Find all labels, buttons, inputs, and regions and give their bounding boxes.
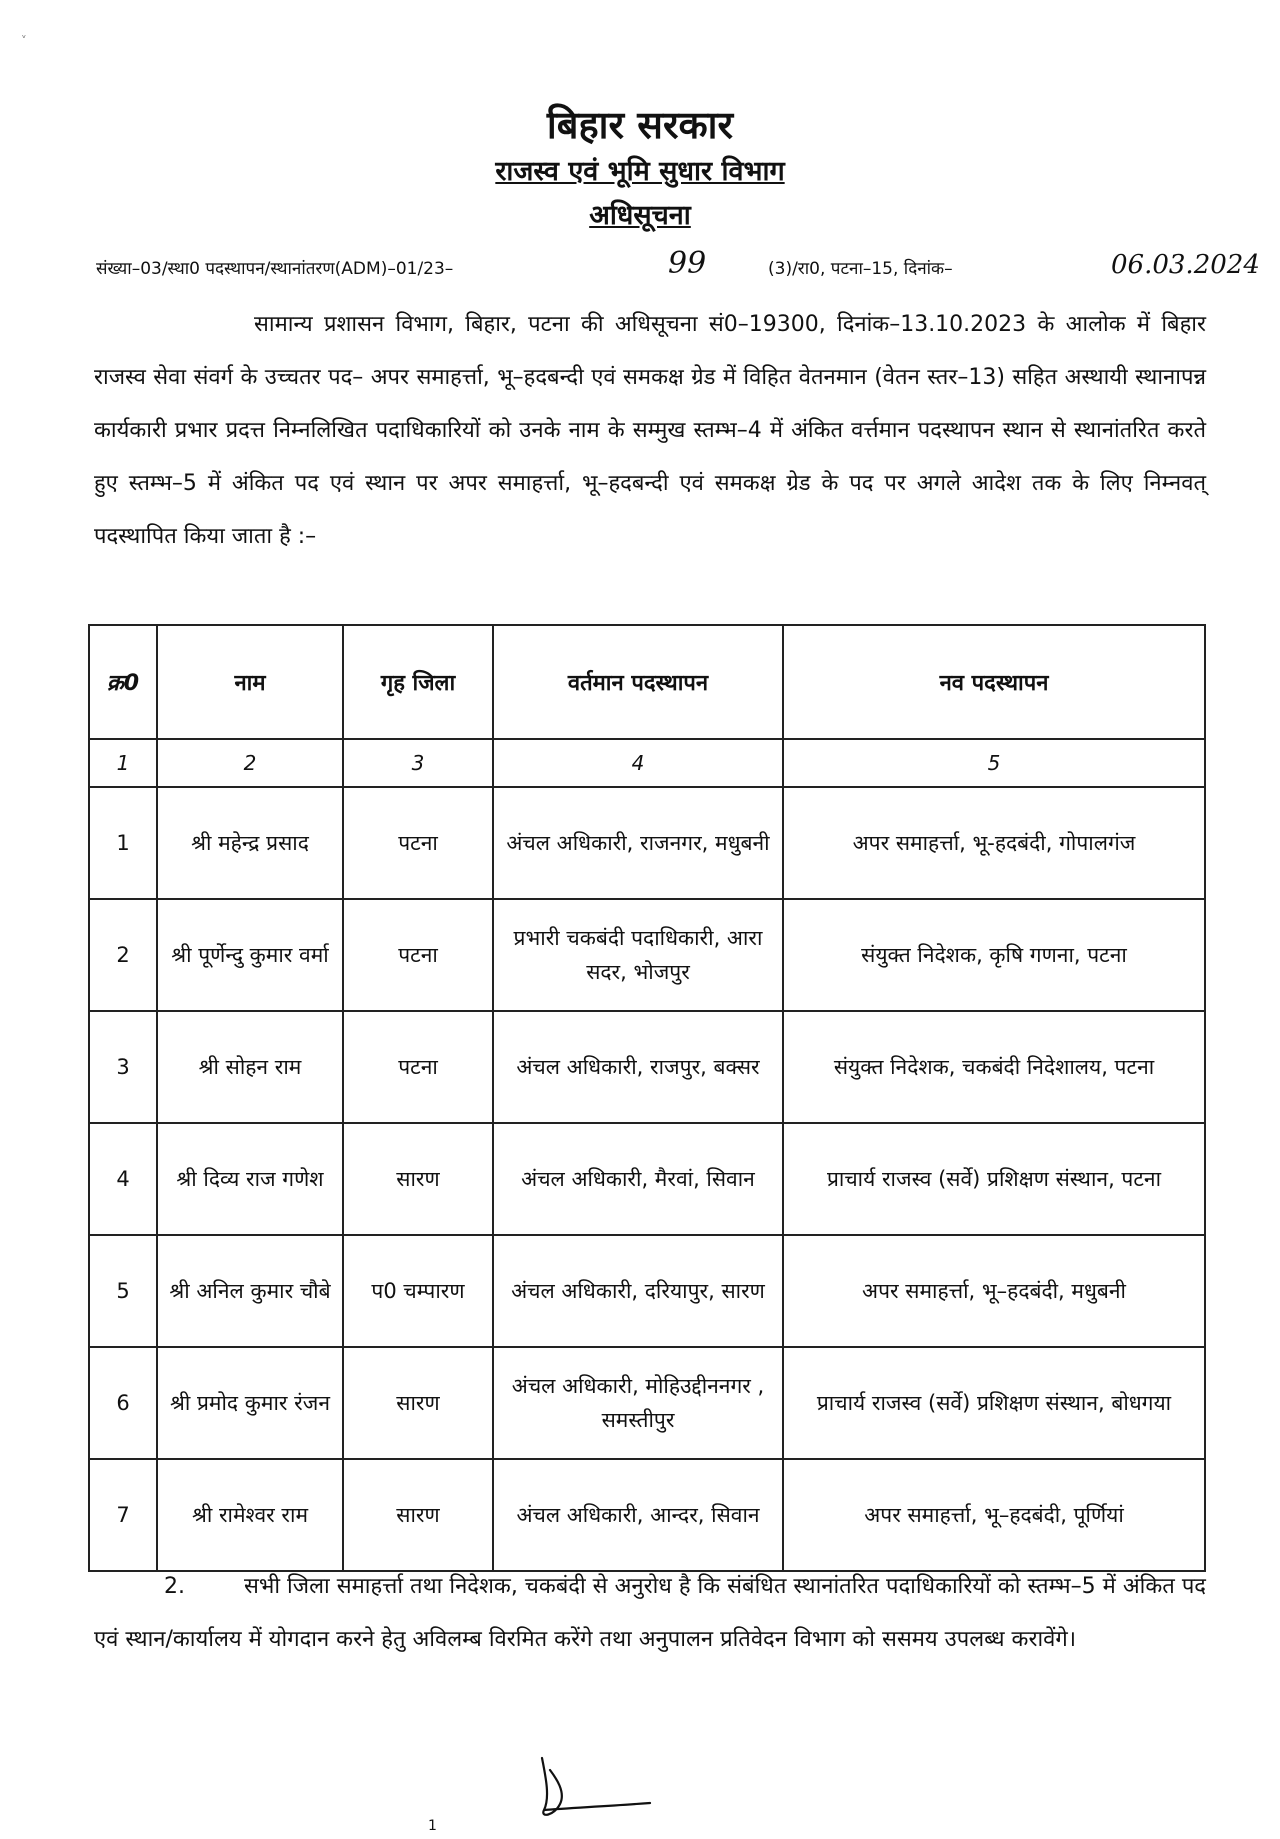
cell-name: श्री महेन्द्र प्रसाद xyxy=(157,787,343,899)
cell-current-posting: अंचल अधिकारी, मोहिउद्दीननगर , समस्तीपुर xyxy=(493,1347,783,1459)
header-serial: क्र0 xyxy=(89,625,157,739)
cell-current-posting: अंचल अधिकारी, दरियापुर, सारण xyxy=(493,1235,783,1347)
page-number: 1 xyxy=(428,1818,437,1834)
posting-table xyxy=(88,624,1206,1572)
document-header xyxy=(0,100,1280,238)
table-row xyxy=(89,899,1205,1011)
cell-serial: 1 xyxy=(89,787,157,899)
cell-new-posting: संयुक्त निदेशक, कृषि गणना, पटना xyxy=(783,899,1205,1011)
cell-current-posting: अंचल अधिकारी, राजनगर, मधुबनी xyxy=(493,787,783,899)
reference-line xyxy=(96,246,1260,281)
table-row xyxy=(89,1347,1205,1459)
cell-home-district: पटना xyxy=(343,1011,493,1123)
paragraph-2 xyxy=(94,1560,1206,1666)
cell-home-district: सारण xyxy=(343,1459,493,1571)
cell-serial: 3 xyxy=(89,1011,157,1123)
column-number: 3 xyxy=(343,739,493,787)
cell-home-district: पटना xyxy=(343,787,493,899)
department-title: राजस्व एवं भूमि सुधार विभाग xyxy=(495,156,785,187)
paragraph-1 xyxy=(94,298,1206,563)
cell-name: श्री सोहन राम xyxy=(157,1011,343,1123)
cell-name: श्री प्रमोद कुमार रंजन xyxy=(157,1347,343,1459)
government-title: बिहार सरकार xyxy=(546,103,734,147)
cell-serial: 5 xyxy=(89,1235,157,1347)
reference-prefix: संख्या–03/स्था0 पदस्थापन/स्थानांतरण(ADM)–01/23– xyxy=(96,259,454,279)
paragraph-1-body: के आलोक में बिहार राजस्व सेवा संवर्ग के उच्चतर पद– अपर समाहर्त्ता, भू–हदबन्दी एवं समकक्ष ग्रेड में विहित वेतनमान (वेतन स्तर–13) सहित अस्थायी स्थानापन्न कार्यकारी प्रभार प्रदत्त निम्नलिखित पदाधिकारियों को उनके नाम के सम्मुख स्तम्भ–4 में अंकित वर्त्तमान पदस्थापन स्थान से स्थानांतरित करते हुए स्तम्भ–5 में अंकित पद एवं स्थान पर अपर समाहर्त्ता, भू–हदबन्दी एवं समकक्ष ग्रेड के पद पर अगले आदेश तक के लिए निम्नवत् पदस्थापित किया जाता है :– xyxy=(94,312,1206,549)
reference-suffix: (3)/रा0, पटना–15, दिनांक– xyxy=(768,259,953,279)
cell-serial: 4 xyxy=(89,1123,157,1235)
column-number-row xyxy=(89,739,1205,787)
reference-date: 06.03.2024 xyxy=(1111,250,1260,280)
cell-current-posting: अंचल अधिकारी, राजपुर, बक्सर xyxy=(493,1011,783,1123)
cell-new-posting: संयुक्त निदेशक, चकबंदी निदेशालय, पटना xyxy=(783,1011,1205,1123)
cell-name: श्री अनिल कुमार चौबे xyxy=(157,1235,343,1347)
corner-mark: ᵥ xyxy=(22,30,27,41)
cell-current-posting: प्रभारी चकबंदी पदाधिकारी, आरा सदर, भोजपुर xyxy=(493,899,783,1011)
column-number: 2 xyxy=(157,739,343,787)
column-number: 4 xyxy=(493,739,783,787)
column-number: 5 xyxy=(783,739,1205,787)
signature xyxy=(520,1748,680,1828)
paragraph-2-index: 2. xyxy=(164,1574,185,1599)
cell-home-district: पटना xyxy=(343,899,493,1011)
table-row xyxy=(89,1235,1205,1347)
document-type-title: अधिसूचना xyxy=(589,200,691,231)
cell-new-posting: अपर समाहर्त्ता, भू–हदबंदी, मधुबनी xyxy=(783,1235,1205,1347)
header-current-posting: वर्तमान पदस्थापन xyxy=(493,625,783,739)
cell-serial: 7 xyxy=(89,1459,157,1571)
header-name: नाम xyxy=(157,625,343,739)
cell-name: श्री रामेश्वर राम xyxy=(157,1459,343,1571)
paragraph-1-opening: सामान्य प्रशासन विभाग, बिहार, पटना की अधिसूचना सं0–19300, दिनांक–13.10.2023 xyxy=(254,312,1027,337)
cell-home-district: सारण xyxy=(343,1123,493,1235)
cell-home-district: प0 चम्पारण xyxy=(343,1235,493,1347)
cell-name: श्री दिव्य राज गणेश xyxy=(157,1123,343,1235)
reference-number: 99 xyxy=(668,246,707,281)
cell-name: श्री पूर्णेन्दु कुमार वर्मा xyxy=(157,899,343,1011)
header-home-district: गृह जिला xyxy=(343,625,493,739)
paragraph-2-body: सभी जिला समाहर्त्ता तथा निदेशक, चकबंदी से अनुरोध है कि संबंधित स्थानांतरित पदाधिकारियों को स्तम्भ–5 में अंकित पद एवं स्थान/कार्यालय में योगदान करने हेतु अविलम्ब विरमित करेंगे तथा अनुपालन प्रतिवेदन विभाग को ससमय उपलब्ध करावेंगे। xyxy=(94,1574,1206,1652)
cell-home-district: सारण xyxy=(343,1347,493,1459)
cell-serial: 6 xyxy=(89,1347,157,1459)
cell-new-posting: अपर समाहर्त्ता, भू–हदबंदी, पूर्णियां xyxy=(783,1459,1205,1571)
table-row xyxy=(89,1459,1205,1571)
cell-serial: 2 xyxy=(89,899,157,1011)
header-new-posting: नव पदस्थापन xyxy=(783,625,1205,739)
column-number: 1 xyxy=(89,739,157,787)
cell-new-posting: प्राचार्य राजस्व (सर्वे) प्रशिक्षण संस्थान, पटना xyxy=(783,1123,1205,1235)
table-row xyxy=(89,787,1205,899)
table-header-row xyxy=(89,625,1205,739)
cell-current-posting: अंचल अधिकारी, आन्दर, सिवान xyxy=(493,1459,783,1571)
cell-new-posting: अपर समाहर्त्ता, भू-हदबंदी, गोपालगंज xyxy=(783,787,1205,899)
table-row xyxy=(89,1123,1205,1235)
cell-new-posting: प्राचार्य राजस्व (सर्वे) प्रशिक्षण संस्थान, बोधगया xyxy=(783,1347,1205,1459)
table-row xyxy=(89,1011,1205,1123)
cell-current-posting: अंचल अधिकारी, मैरवां, सिवान xyxy=(493,1123,783,1235)
